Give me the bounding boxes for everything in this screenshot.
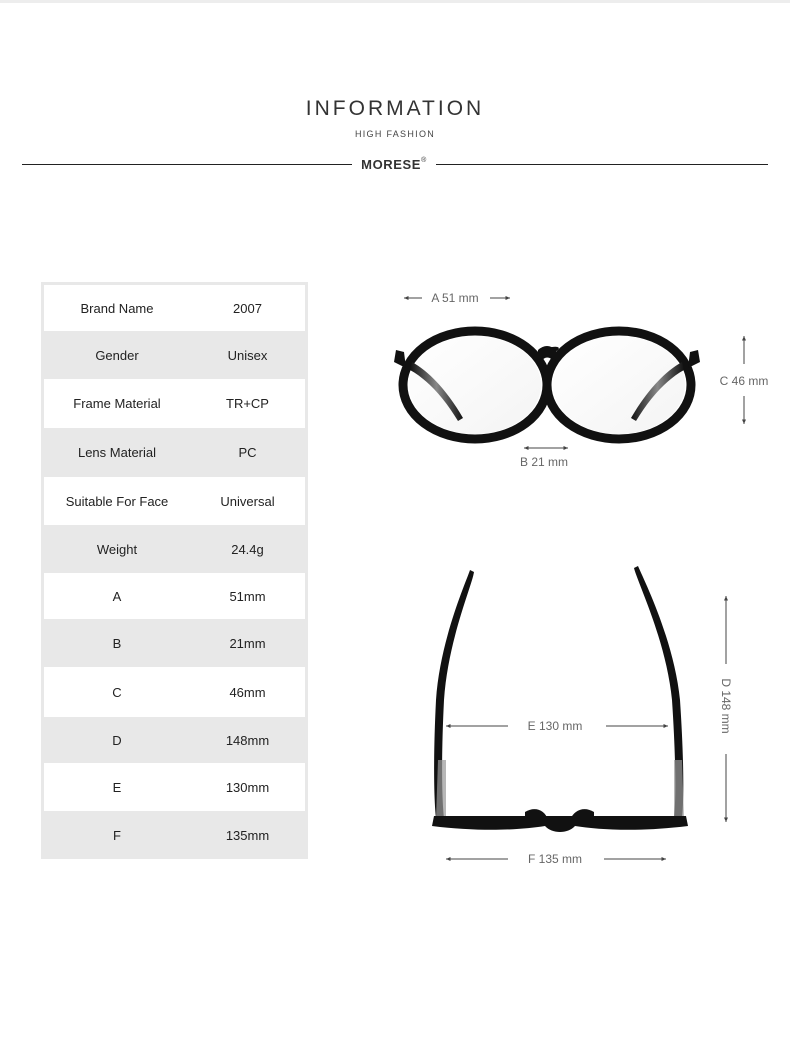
spec-label: B — [112, 635, 122, 651]
dimension-b — [520, 448, 568, 469]
spec-label: Suitable For Face — [65, 493, 169, 509]
dimension-f-label: F 135 mm — [527, 852, 583, 866]
dimension-a — [404, 291, 510, 305]
spec-label: Frame Material — [73, 396, 161, 411]
spec-label: F — [113, 827, 121, 843]
brand-name: MORESE — [361, 157, 422, 172]
dimension-b-label: B 21 mm — [519, 455, 569, 469]
glasses-front-view — [394, 331, 700, 439]
spec-value: Unisex — [227, 347, 268, 363]
page-title: INFORMATION — [305, 97, 485, 120]
spec-value: 51mm — [229, 588, 266, 604]
spec-label: Weight — [96, 541, 138, 557]
spec-label: D — [112, 732, 122, 748]
spec-label: E — [112, 779, 122, 795]
spec-label: A — [112, 588, 122, 604]
dimension-e — [446, 719, 668, 733]
dimension-c — [720, 336, 769, 424]
dimension-f — [446, 852, 666, 866]
spec-label: Lens Material — [77, 445, 157, 460]
spec-value: 130mm — [225, 779, 270, 795]
spec-value: 46mm — [229, 684, 266, 700]
spec-value: PC — [238, 445, 257, 460]
spec-value: 135mm — [225, 827, 270, 843]
spec-label: C — [112, 684, 122, 700]
dimension-d-label: D 148 mm — [719, 678, 733, 734]
spec-value: Universal — [220, 493, 275, 509]
page-subtitle: HIGH FASHION — [354, 129, 436, 139]
spec-value: TR+CP — [226, 396, 269, 411]
spec-value: 2007 — [233, 300, 262, 316]
glasses-top-view — [432, 566, 688, 832]
spec-value: 21mm — [229, 635, 266, 651]
registered-mark: ® — [421, 156, 427, 164]
spec-label: Brand Name — [80, 300, 154, 316]
dimension-d — [719, 596, 733, 822]
spec-value: 148mm — [225, 732, 270, 748]
spec-label: Gender — [95, 347, 139, 363]
dimension-e-label: E 130 mm — [527, 719, 583, 733]
dimension-a-label: A 51 mm — [431, 291, 479, 305]
spec-value: 24.4g — [231, 541, 264, 557]
dimension-c-label: C 46 mm — [719, 374, 769, 388]
